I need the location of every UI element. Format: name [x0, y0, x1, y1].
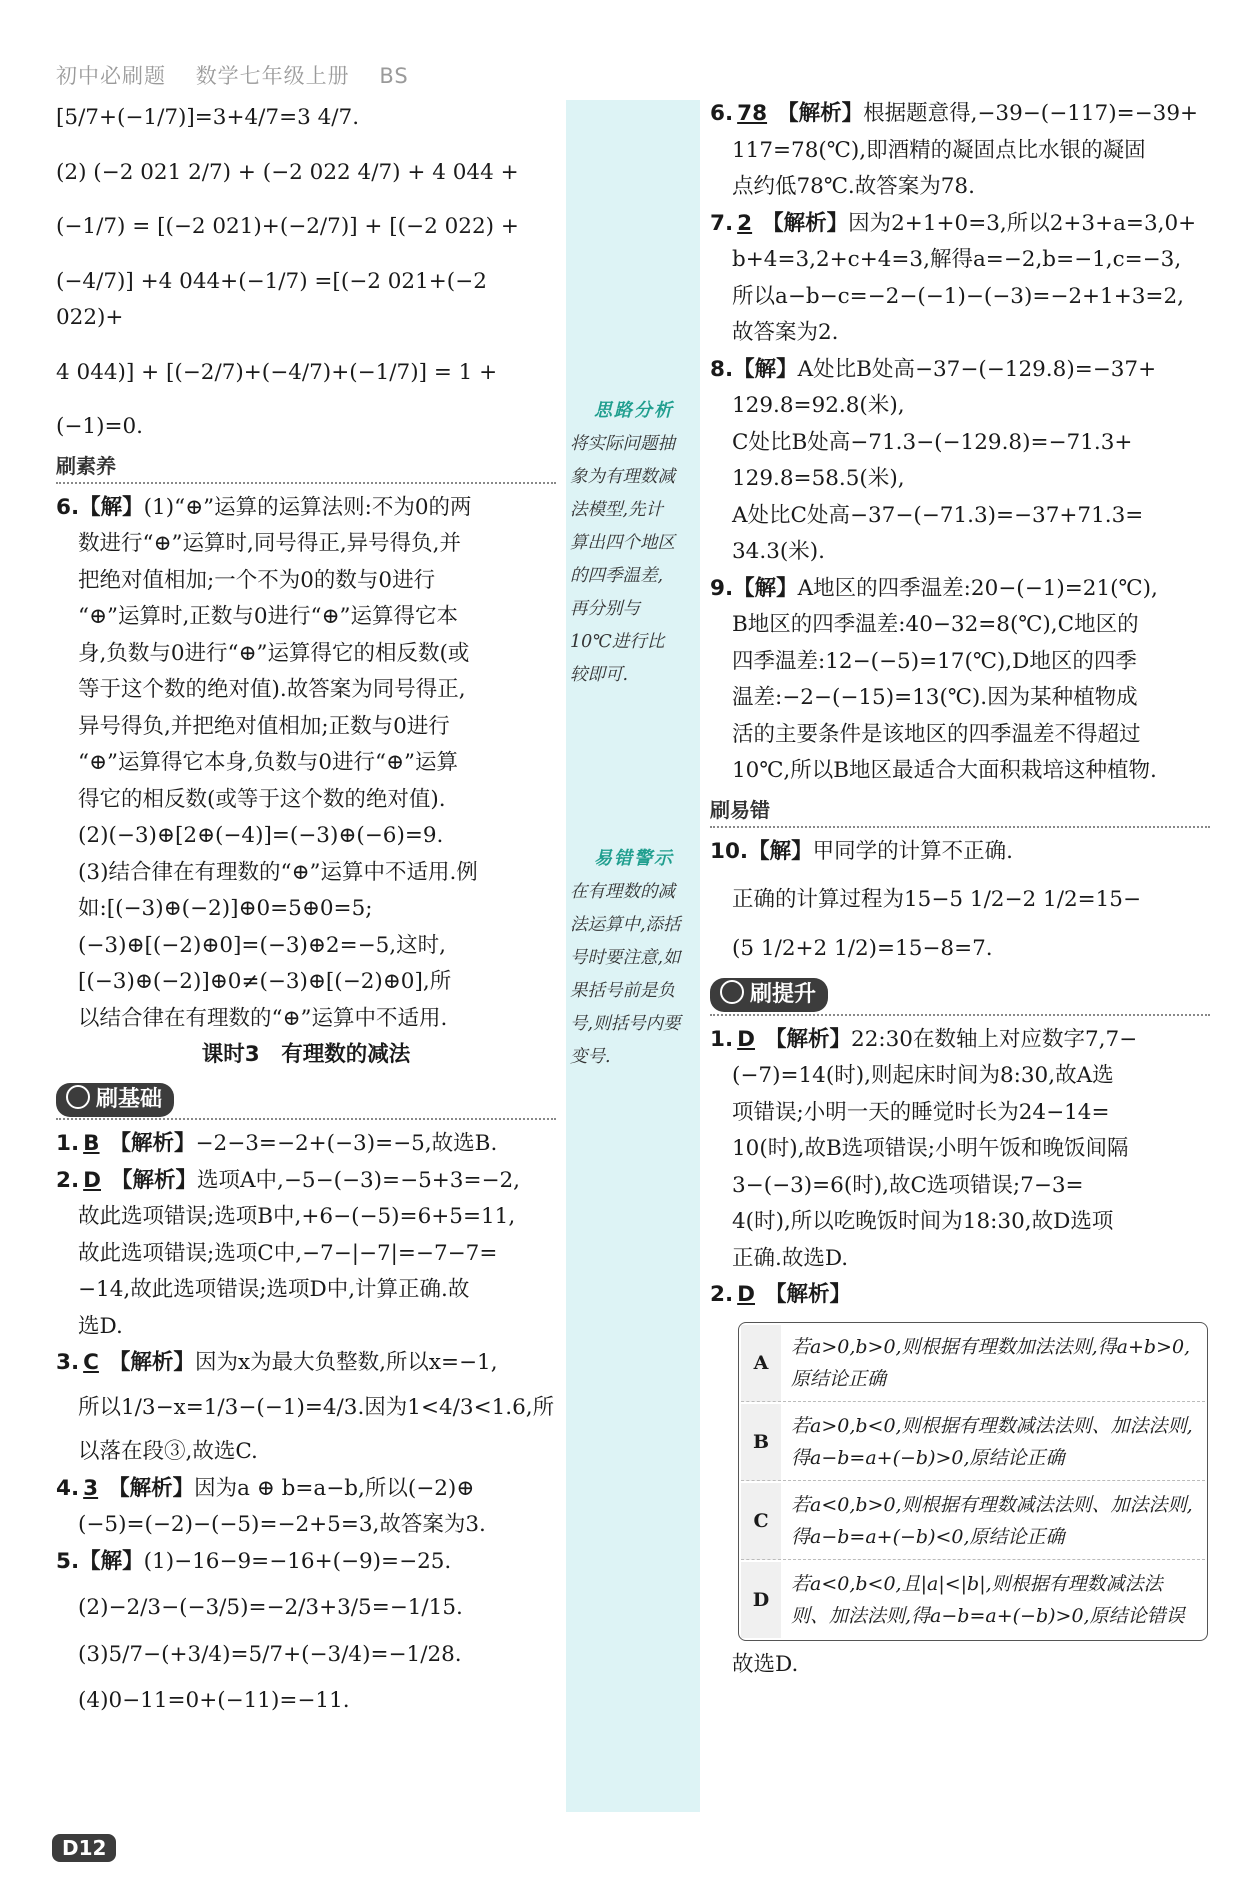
cont-block: [56, 100, 556, 446]
question-p1: 1. D 【解析】22:30在数轴上对应数字7,7− (−7)=14(时),则起床时间为8:30,故A选 项错误;小明一天的睡觉时长为24−14= 10(时),故B选项错误;小明午饭和晚饭间隔 3−(−3)=6(时),故C选项错误;7−3= 4(时),所以吃晚饭时间为18:30,故D选项 正确.故选D.: [710, 1026, 1138, 1271]
page-header: [56, 60, 431, 90]
book-name: 初中必刷题: [56, 64, 166, 88]
section-suyang: 刷素养: [56, 450, 556, 484]
pencil-icon: [66, 1085, 90, 1109]
q6-line: 异号得负,并把绝对值相加;正数与0进行: [78, 713, 450, 739]
final-answer: 故选D.: [732, 1651, 799, 1677]
q6-line: 6.【解】(1)“⊕”运算的运算法则:不为0的两: [56, 494, 472, 520]
q-num: 6.: [56, 494, 80, 520]
note-analysis: 将实际问题抽 象为有理数减 法模型,先计 算出四个地区 的四季温差, 再分别与 10℃进行比 较即可.: [570, 434, 675, 685]
note-title-warning: 易错警示: [594, 848, 674, 869]
note-warning: 在有理数的减 法运算中,添括 号时要注意,如 果括号前是负 号,则括号内要 变号.: [570, 882, 681, 1067]
question-r9: 9.【解】A地区的四季温差:20−(−1)=21(℃), B地区的四季温差:40−32=8(℃),C地区的 四季温差:12−(−5)=17(℃),D地区的四季 温差:−2−(−15)=13(℃).因为某种植物成 活的主要条件是该地区的四季温差不得超过 10℃,所以B地区最适合大面积栽培这种植物.: [710, 575, 1158, 783]
question-r7: 7. 2 【解析】因为2+1+0=3,所以2+3+a=3,0+ b+4=3,2+c+4=3,解得a=−2,b=−1,c=−3, 所以a−b−c=−2−(−1)−(−3)=−2+1+3=2, 故答案为2.: [710, 210, 1197, 345]
section-tisheng: [710, 977, 1210, 1016]
cont-line: (−1/7) = [(−2 021)+(−2/7)] + [(−2 022) +: [56, 214, 519, 239]
cont-line: (−4/7)] +4 044+(−1/7) =[(−2 021+(−2 022)+: [56, 268, 487, 330]
question-1: 1. B 【解析】−2−3=−2+(−3)=−5,故选B.: [56, 1131, 498, 1156]
cont-line: 4 044)] + [(−2/7)+(−4/7)+(−1/7)] = 1 +: [56, 359, 498, 385]
q6-line: (3)结合律在有理数的“⊕”运算中不适用.例: [78, 859, 478, 885]
question-2: 2. D 【解析】选项A中,−5−(−3)=−5+3=−2, 故此选项错误;选项B中,+6−(−5)=6+5=11, 故此选项错误;选项C中,−7−|−7|=−7−7= −14,故此选项错误;选项D中,计算正确.故 选D.: [56, 1167, 520, 1339]
question-r6: 6. 78 【解析】根据题意得,−39−(−117)=−39+ 117=78(℃),即酒精的凝固点比水银的凝固 点约低78℃.故答案为78.: [710, 101, 1199, 199]
edition: BS: [379, 64, 409, 88]
page-number: D12: [52, 1834, 116, 1862]
question-5: 5.【解】(1)−16−9=−16+(−9)=−25. (2)−2/3−(−3/5)=−2/3+3/5=−1/15. (3)5/7−(+3/4)=5/7+(−3/4)=−1/28. (4)0−11=0+(−11)=−11.: [56, 1548, 463, 1713]
q-answer: B: [83, 1131, 100, 1156]
cont-line: (2) (−2 021 2/7) + (−2 022 4/7) + 4 044 +: [56, 159, 519, 185]
q6-line: (−3)⊕[(−2)⊕0]=(−3)⊕2=−5,这时,: [78, 932, 446, 958]
q6-line: “⊕”运算得它本身,负数与0进行“⊕”运算: [78, 750, 459, 775]
question-p2: 2. D 【解析】 A 若a>0,b>0,则根据有理数加法法则,得a+b>0,原结论正确 B 若a>0,b<0,则根据有理数减法法则、加法法则,得a−b=a+(−b)>0,原结论正确 C 若a<0,b>0,则根据有理数减法法则、加法法则,得a−b=a+(−b)<0,原结论正确 D 若a<0,b<0,且|a|<|b|,则根据有理数减法法则、加法法则,得a−b=a+(−b)>0,原结论错误 故选D.: [710, 1277, 1210, 1683]
side-note-strip: [566, 100, 700, 1812]
section-yicuo: 刷易错: [710, 794, 1210, 828]
cont-line: (−1)=0.: [56, 414, 143, 439]
question-r8: 8.【解】A处比B处高−37−(−129.8)=−37+ 129.8=92.8(米), C处比B处高−71.3−(−129.8)=−71.3+ 129.8=58.5(米), A处比C处高−37−(−71.3)=−37+71.3= 34.3(米).: [710, 356, 1157, 564]
q-num: 1.: [56, 1131, 80, 1156]
left-column: [56, 100, 556, 1720]
question-4: 4. 3 【解析】因为a ⊕ b=a−b,所以(−2)⊕ (−5)=(−2)−(−5)=−2+5=3,故答案为3.: [56, 1475, 486, 1537]
question-r10: 10.【解】甲同学的计算不正确. 正确的计算过程为15−5 1/2−2 1/2=15− (5 1/2+2 1/2)=15−8=7.: [710, 838, 1142, 961]
q6-line: (2)(−3)⊕[2⊕(−4)]=(−3)⊕(−6)=9.: [78, 823, 444, 848]
lesson-title: 课时3 有理数的减法: [201, 1042, 411, 1067]
pencil-icon: [720, 980, 744, 1004]
q6-line: 身,负数与0进行“⊕”运算得它的相反数(或: [78, 640, 470, 666]
table-row: D 若a<0,b<0,且|a|<|b|,则根据有理数减法法则、加法法则,得a−b=a+(−b)>0,原结论错误: [741, 1562, 1205, 1638]
section-jichu: [56, 1082, 556, 1121]
table-row: C 若a<0,b>0,则根据有理数减法法则、加法法则,得a−b=a+(−b)<0,原结论正确: [741, 1483, 1205, 1560]
options-table: [738, 1322, 1208, 1641]
table-row: A 若a>0,b>0,则根据有理数加法法则,得a+b>0,原结论正确: [741, 1325, 1205, 1402]
q6-line: [(−3)⊕(−2)]⊕0≠(−3)⊕[(−2)⊕0],所: [78, 969, 452, 994]
q6-line: 把绝对值相加;一个不为0的数与0进行: [78, 567, 436, 593]
note-title-analysis: 思路分析: [594, 400, 674, 421]
q6-line: 如:[(−3)⊕(−2)]⊕0=5⊕0=5;: [78, 896, 373, 921]
q6-line: 得它的相反数(或等于这个数的绝对值).: [78, 786, 446, 812]
section-badge: 刷基础: [56, 1083, 174, 1117]
question-6: [56, 490, 556, 1038]
q6-line: 以结合律在有理数的“⊕”运算中不适用.: [78, 1005, 448, 1031]
q6-line: 数进行“⊕”运算时,同号得正,异号得负,并: [78, 531, 462, 556]
q6-line: “⊕”运算时,正数与0进行“⊕”运算得它本: [78, 604, 459, 629]
q6-line: 等于这个数的绝对值).故答案为同号得正,: [78, 677, 466, 702]
question-3: 3. C 【解析】因为x为最大负整数,所以x=−1, 所以1/3−x=1/3−(−1)=4/3.因为1<4/3<1.6,所 以落在段③,故选C.: [56, 1350, 555, 1464]
table-row: B 若a>0,b<0,则根据有理数减法法则、加法法则,得a−b=a+(−b)>0,原结论正确: [741, 1404, 1205, 1481]
cont-line: [5/7+(−1/7)]=3+4/7=3 4/7.: [56, 105, 360, 130]
subject-name: 数学七年级上册: [195, 64, 350, 88]
q-tag: 【解】: [79, 494, 144, 520]
section-badge: 刷提升: [710, 978, 828, 1012]
right-column: [710, 96, 1210, 1683]
